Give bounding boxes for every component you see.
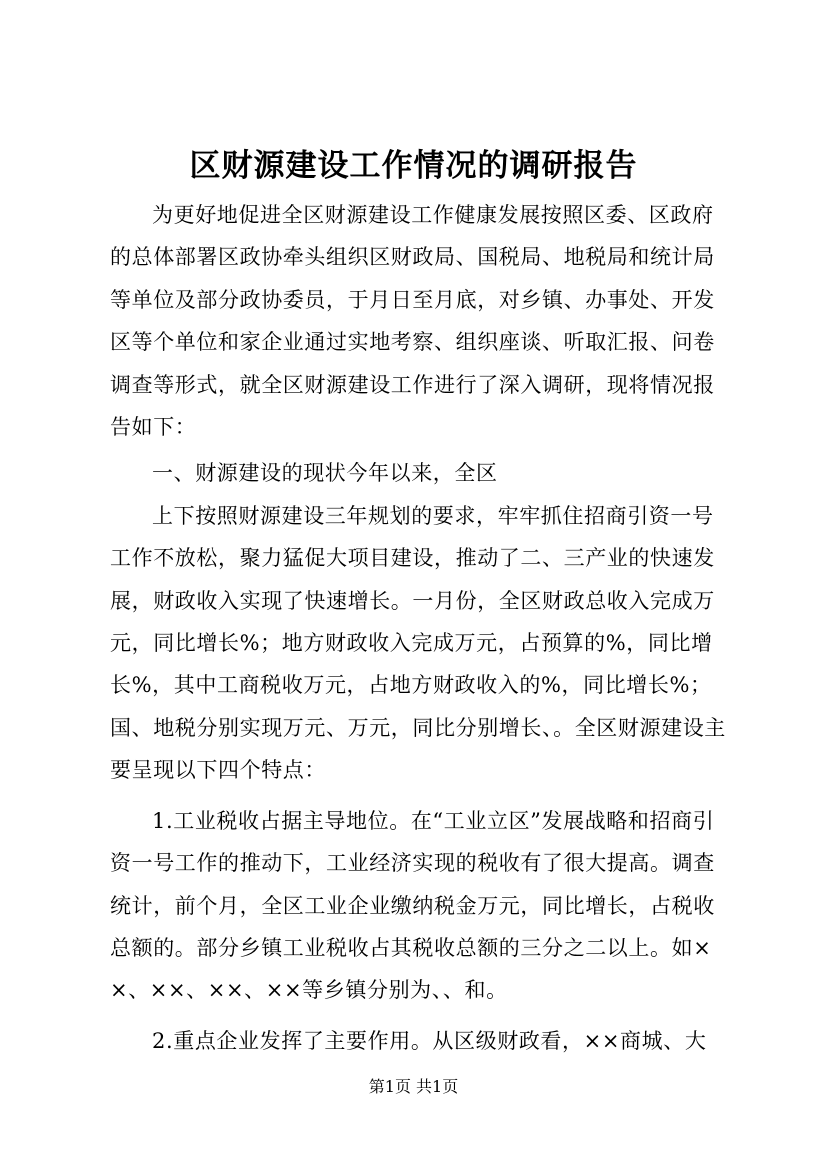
page-footer: 第1页 共1页 [368,1077,459,1096]
point-1-paragraph: 1.工业税收占据主导地位。在“工业立区”发展战略和招商引资一号工作的推动下，工业经济实现的税收有了很大提高。调查统计，前个月，全区工业企业缴纳税金万元，同比增长，占税收总额的。部分乡镇工业税收占其税收总额的三分之二以上。如××、××、××、××等乡镇分别为、、和。 [110,808,715,1003]
section-heading-paragraph: 一、财源建设的现状今年以来，全区 [152,461,498,486]
point-2-paragraph: 2.重点企业发挥了主要作用。从区级财政看，××商城、大 [152,1028,707,1053]
intro-paragraph: 为更好地促进全区财源建设工作健康发展按照区委、区政府的总体部署区政协牵头组织区财政局、国税局、地税局和统计局等单位及部分政协委员，于月日至月底，对乡镇、办事处、开发区等个单位和家企业通过实地考察、组织座谈、听取汇报、问卷调查等形式，就全区财源建设工作进行了深入调研，现将情况报告如下： [110,203,715,440]
status-paragraph: 上下按照财源建设三年规划的要求，牢牢抓住招商引资一号工作不放松，聚力猛促大项目建设，推动了二、三产业的快速发展，财政收入实现了快速增长。一月份，全区财政总收入完成万元，同比增长%；地方财政收入完成万元，占预算的%，同比增长%，其中工商税收万元，占地方财政收入的%，同比增长%；国、地税分别实现万元、万元，同比分别增长、。全区财源建设主要呈现以下四个特点： [110,503,726,783]
document-title: 区财源建设工作情况的调研报告 [189,148,638,184]
document-body [110,194,728,1062]
